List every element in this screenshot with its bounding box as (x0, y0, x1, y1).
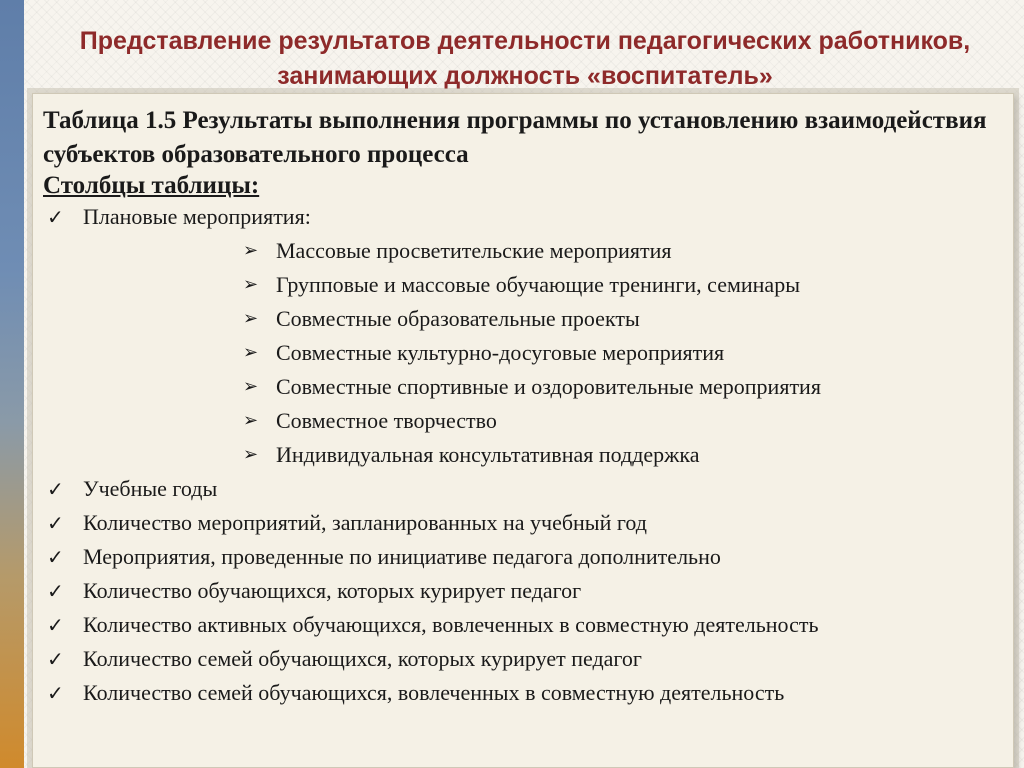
list-item (43, 676, 1013, 710)
list-item-label: Мероприятия, проведенные по инициативе педагога дополнительно (83, 544, 721, 569)
sublist-item-label: Совместные культурно-досуговые мероприятия (276, 340, 725, 365)
list-item (43, 608, 1013, 642)
slide-title: Представление результатов деятельности педагогических работников, занимающих должность «воспитатель» (79, 27, 971, 90)
sublist-item (83, 268, 1013, 302)
list-item-label: Учебные годы (83, 476, 218, 501)
sublist-item-label: Групповые и массовые обучающие тренинги, семинары (276, 272, 800, 297)
list-item-label: Плановые мероприятия: (83, 204, 311, 229)
list-item-label: Количество мероприятий, запланированных на учебный год (83, 510, 647, 535)
arrow-bullet-icon: ➢ (243, 410, 259, 431)
sublist-item (83, 438, 1013, 472)
arrow-bullet-icon: ➢ (243, 274, 259, 295)
columns-list (43, 200, 1013, 710)
planned-sublist (83, 234, 1013, 472)
sublist-item (83, 404, 1013, 438)
list-item-planned (43, 200, 1013, 472)
list-item (43, 574, 1013, 608)
list-item (43, 472, 1013, 506)
checkmark-icon: ✓ (47, 477, 64, 501)
sublist-item (83, 234, 1013, 268)
list-item-label: Количество семей обучающихся, которых курирует педагог (83, 646, 642, 671)
checkmark-icon: ✓ (47, 647, 64, 671)
checkmark-icon: ✓ (47, 579, 64, 603)
sublist-item-label: Совместные образовательные проекты (276, 306, 640, 331)
sublist-item (83, 336, 1013, 370)
sublist-item-label: Совместные спортивные и оздоровительные мероприятия (276, 374, 821, 399)
sublist-item (83, 302, 1013, 336)
checkmark-icon: ✓ (47, 511, 64, 535)
sublist-item-label: Массовые просветительские мероприятия (276, 238, 672, 263)
sublist-item-label: Совместное творчество (276, 408, 497, 433)
list-item-label: Количество семей обучающихся, вовлеченных в совместную деятельность (83, 680, 785, 705)
side-accent-bar (0, 0, 24, 768)
checkmark-icon: ✓ (47, 681, 64, 705)
list-item-label: Количество активных обучающихся, вовлеченных в совместную деятельность (83, 612, 819, 637)
checkmark-icon: ✓ (47, 205, 64, 229)
list-item (43, 642, 1013, 676)
sublist-item-label: Индивидуальная консультативная поддержка (276, 442, 700, 467)
list-item (43, 540, 1013, 574)
sublist-item (83, 370, 1013, 404)
arrow-bullet-icon: ➢ (243, 342, 259, 363)
arrow-bullet-icon: ➢ (243, 240, 259, 261)
checkmark-icon: ✓ (47, 613, 64, 637)
content-box (32, 93, 1014, 768)
arrow-bullet-icon: ➢ (243, 308, 259, 329)
arrow-bullet-icon: ➢ (243, 444, 259, 465)
columns-heading: Столбцы таблицы: (43, 172, 260, 199)
table-caption: Таблица 1.5 Результаты выполнения программы по установлению взаимодействия субъектов образовательного процесса (43, 107, 987, 168)
list-item-label: Количество обучающихся, которых курирует педагог (83, 578, 582, 603)
list-item (43, 506, 1013, 540)
arrow-bullet-icon: ➢ (243, 376, 259, 397)
checkmark-icon: ✓ (47, 545, 64, 569)
